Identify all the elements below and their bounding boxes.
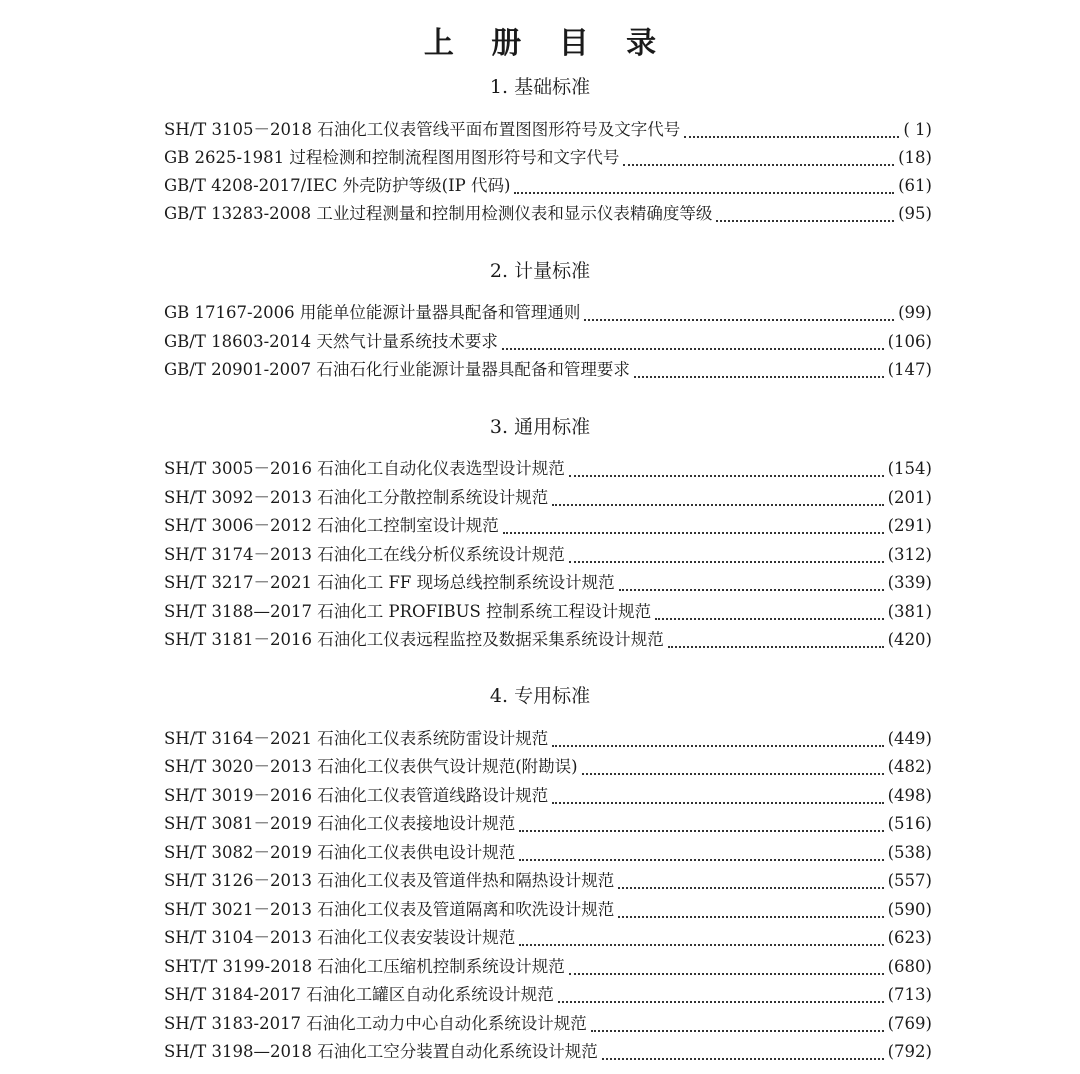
toc-entry	[164, 812, 932, 836]
toc-entry	[164, 486, 932, 510]
entry-title: GB/T 13283-2008 工业过程测量和控制用检测仪表和显示仪表精确度等级	[164, 204, 713, 223]
entry-title: SH/T 3217－2021 石油化工 FF 现场总线控制系统设计规范	[164, 573, 615, 592]
entry-title: SH/T 3105－2018 石油化工仪表管线平面布置图图形符号及文字代号	[164, 120, 681, 139]
leader-dots	[502, 334, 884, 350]
toc-entry	[164, 174, 932, 198]
entry-title: SH/T 3104－2013 石油化工仪表安装设计规范	[164, 928, 516, 947]
entry-page: (792)	[887, 1042, 932, 1061]
page-title: 上 册 目 录	[423, 26, 670, 61]
leader-dots	[503, 518, 884, 534]
toc-entry	[164, 330, 932, 354]
entry-title: SH/T 3174－2013 石油化工在线分析仪系统设计规范	[164, 545, 565, 564]
section-heading-metering: 2. 计量标准	[489, 260, 591, 282]
leader-dots	[618, 902, 883, 918]
entry-page: (95)	[898, 204, 932, 223]
entry-title: SH/T 3126－2013 石油化工仪表及管道伴热和隔热设计规范	[164, 871, 615, 890]
leader-dots	[582, 759, 884, 775]
leader-dots	[602, 1044, 884, 1060]
leader-dots	[514, 178, 894, 194]
entry-title: GB 2625-1981 过程检测和控制流程图用图形符号和文字代号	[164, 148, 620, 167]
leader-dots	[584, 305, 894, 321]
entry-page: (291)	[887, 516, 932, 535]
toc-entry	[164, 543, 932, 567]
entry-page: (154)	[887, 459, 932, 478]
leader-dots	[569, 547, 884, 563]
toc-entry	[164, 628, 932, 652]
section-heading-basic: 1. 基础标准	[489, 76, 591, 98]
leader-dots	[552, 490, 883, 506]
section-heading-general: 3. 通用标准	[489, 416, 591, 438]
entry-page: (312)	[887, 545, 932, 564]
entry-page: (538)	[887, 843, 932, 862]
entry-title: SH/T 3019－2016 石油化工仪表管道线路设计规范	[164, 786, 549, 805]
entry-title: SH/T 3082－2019 石油化工仪表供电设计规范	[164, 843, 516, 862]
toc-entry	[164, 146, 932, 170]
leader-dots	[716, 206, 894, 222]
entry-page: (557)	[887, 871, 932, 890]
leader-dots	[552, 788, 883, 804]
entry-title: SH/T 3021－2013 石油化工仪表及管道隔离和吹洗设计规范	[164, 900, 615, 919]
toc-entry	[164, 358, 932, 382]
entry-page: (623)	[887, 928, 932, 947]
entry-page: (516)	[887, 814, 932, 833]
entry-title: GB/T 20901-2007 石油石化行业能源计量器具配备和管理要求	[164, 360, 630, 379]
toc-entry	[164, 1012, 932, 1036]
toc-entry	[164, 727, 932, 751]
toc-entry	[164, 202, 932, 226]
entry-page: (769)	[887, 1014, 932, 1033]
toc-entry	[164, 118, 932, 142]
entry-title: SH/T 3181－2016 石油化工仪表远程监控及数据采集系统设计规范	[164, 630, 664, 649]
leader-dots	[684, 122, 899, 138]
leader-dots	[591, 1016, 884, 1032]
toc-entry	[164, 571, 932, 595]
entry-page: (201)	[887, 488, 932, 507]
toc-entry	[164, 457, 932, 481]
entry-page: (381)	[887, 602, 932, 621]
leader-dots	[634, 362, 884, 378]
entry-title: GB/T 18603-2014 天然气计量系统技术要求	[164, 332, 498, 351]
leader-dots	[655, 604, 884, 620]
toc-entry	[164, 841, 932, 865]
entry-title: SH/T 3081－2019 石油化工仪表接地设计规范	[164, 814, 516, 833]
leader-dots	[552, 731, 883, 747]
entry-title: SH/T 3188—2017 石油化工 PROFIBUS 控制系统工程设计规范	[164, 602, 652, 621]
leader-dots	[623, 150, 894, 166]
entry-page: (680)	[887, 957, 932, 976]
leader-dots	[519, 845, 883, 861]
entry-title: SH/T 3020－2013 石油化工仪表供气设计规范(附勘误)	[164, 757, 578, 776]
toc-entry	[164, 600, 932, 624]
leader-dots	[569, 461, 884, 477]
entry-title: SH/T 3092－2013 石油化工分散控制系统设计规范	[164, 488, 549, 507]
entry-page: (713)	[887, 985, 932, 1004]
entry-page: (99)	[898, 303, 932, 322]
leader-dots	[569, 959, 884, 975]
leader-dots	[619, 575, 884, 591]
entry-page: (61)	[898, 176, 932, 195]
entry-title: SH/T 3184-2017 石油化工罐区自动化系统设计规范	[164, 985, 554, 1004]
toc-entry	[164, 898, 932, 922]
entry-page: (498)	[887, 786, 932, 805]
toc-entry	[164, 983, 932, 1007]
toc-entry	[164, 1040, 932, 1064]
toc-entry	[164, 514, 932, 538]
entry-page: (420)	[887, 630, 932, 649]
entry-page: (590)	[887, 900, 932, 919]
entry-title: SH/T 3005－2016 石油化工自动化仪表选型设计规范	[164, 459, 565, 478]
toc-entry	[164, 755, 932, 779]
entry-title: GB 17167-2006 用能单位能源计量器具配备和管理通则	[164, 303, 581, 322]
toc-entry	[164, 926, 932, 950]
section-heading-special: 4. 专用标准	[489, 685, 591, 707]
entry-title: SH/T 3164－2021 石油化工仪表系统防雷设计规范	[164, 729, 549, 748]
toc-entry	[164, 869, 932, 893]
entry-page: (106)	[887, 332, 932, 351]
toc-entry	[164, 301, 932, 325]
entry-title: SHT/T 3199-2018 石油化工压缩机控制系统设计规范	[164, 957, 565, 976]
leader-dots	[519, 816, 883, 832]
leader-dots	[519, 930, 883, 946]
leader-dots	[668, 632, 884, 648]
entry-page: (147)	[887, 360, 932, 379]
entry-title: SH/T 3198—2018 石油化工空分装置自动化系统设计规范	[164, 1042, 598, 1061]
entry-title: SH/T 3006－2012 石油化工控制室设计规范	[164, 516, 499, 535]
entry-title: GB/T 4208-2017/IEC 外壳防护等级(IP 代码)	[164, 176, 511, 195]
entry-page: (449)	[887, 729, 932, 748]
entry-page: (482)	[887, 757, 932, 776]
toc-entry	[164, 955, 932, 979]
entry-page: ( 1)	[903, 120, 932, 139]
entry-page: (339)	[887, 573, 932, 592]
entry-page: (18)	[898, 148, 932, 167]
toc-entry	[164, 784, 932, 808]
leader-dots	[558, 987, 884, 1003]
leader-dots	[618, 873, 883, 889]
entry-title: SH/T 3183-2017 石油化工动力中心自动化系统设计规范	[164, 1014, 587, 1033]
